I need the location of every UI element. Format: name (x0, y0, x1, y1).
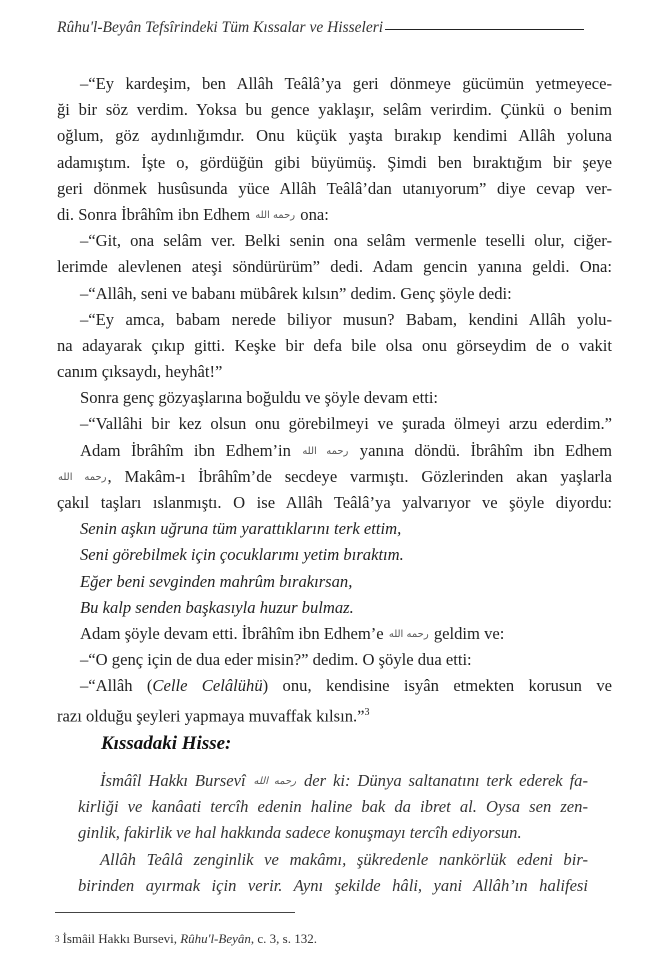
text-line: –“Ey kardeşim, ben Allâh Teâlâ’ya geri dönmeye gücümün yetmeyece- (80, 74, 612, 93)
text-line (78, 768, 588, 794)
text-segment: yanına döndü. İbrâhîm ibn Edhem (359, 440, 612, 460)
honorific-glyph: رحمه الله (253, 776, 297, 787)
verse-line: Bu kalp senden başkasıyla huzur bulmaz. (80, 597, 354, 617)
section-text (78, 768, 588, 899)
text-line: –“Git, ona selâm ver. Belki senin ona selâm vermenle teselli olur, ciğer- (80, 231, 612, 251)
verse-line: Seni görebilmek için çocuklarımı yetim bıraktım. (80, 545, 404, 565)
footnote-work: Rûhu'l-Beyân (180, 931, 251, 946)
running-header (57, 19, 584, 37)
text-line (57, 700, 612, 726)
text-line: Allâh Teâlâ zenginlik ve makâmı, şükredenle nankörlük edeni bir- (100, 849, 588, 869)
verse-line: Senin aşkın uğruna tüm yarattıklarını terk ettim, (80, 519, 402, 539)
text-line: çakıl taşları ıslanmıştı. O ise Allâh Teâlâ’ya yalvarıyor ve şöyle diyordu: (57, 493, 612, 512)
text-line: kirliği ve kanâati tercîh edenin haline bak da ibret al. Oysa sen zen- (78, 797, 588, 817)
text-line (57, 621, 612, 647)
text-line: –“Allâh, seni ve babanı mübârek kılsın” dedim. Genç şöyle dedi: (80, 283, 512, 303)
text-line (57, 464, 612, 490)
text-segment: Adam şöyle devam etti. İbrâhîm ibn Edhem’e (80, 623, 384, 643)
text-segment: , Makâm-ı İbrâhîm’de secdeye varmıştı. Gözlerinden akan yaşlarla (107, 466, 612, 486)
honorific-glyph: رحمه الله (58, 471, 107, 483)
honorific-glyph: رحمه الله (388, 628, 429, 640)
text-line: canım çıksaydı, heyhât!” (57, 362, 223, 382)
footnote-number: 3 (55, 934, 60, 944)
text-segment: ) onu, kendisine isyân etmekten korusun ve (262, 676, 612, 696)
footnote-author: İsmâil Hakkı Bursevi, (62, 931, 181, 946)
text-line (57, 202, 612, 228)
text-segment-italic: Celle Celâlühü (152, 676, 263, 696)
text-line: Sonra genç gözyaşlarına boğuldu ve şöyle devam etti: (80, 388, 439, 408)
running-header-title: Rûhu'l-Beyân Tefsîrindeki Tüm Kıssalar ve Hisseleri (57, 19, 384, 36)
header-rule (385, 29, 584, 30)
text-line (57, 438, 612, 464)
text-segment: ona: (300, 204, 329, 224)
text-line: adamıştım. İşte o, gördüğün gibi büyümüş. Şimdi ben bıraktığım bir şeye (57, 152, 612, 172)
text-line: ği bir söz verdim. Yoksa bu gence yaklaşır, selâm verirdim. Çünkü o benim (57, 100, 612, 120)
text-line (57, 673, 612, 699)
text-line: geri dönmek husûsunda yüce Allâh Teâlâ’dan utanıyorum” diye cevap ver- (57, 178, 612, 198)
text-line: ginlik, fakirlik ve hal hakkında sadece konuşmayı tercîh ediyorsun. (78, 823, 522, 843)
text-line: –“Ey amca, babam nerede biliyor musun? Babam, kendini Allâh yolu- (80, 309, 612, 329)
text-segment: –“Allâh ( (80, 676, 153, 696)
text-segment: der ki: Dünya saltanatını terk ederek fa- (303, 771, 589, 790)
text-line: oğlum, göz aydınlığımdır. Onu küçük yaşta bırakıp kendimi Allâh yoluna (57, 126, 612, 146)
text-line: birinden ayırmak için verir. Aynı şekilde hâli, yani Allâh’ın halifesi (78, 875, 588, 895)
text-line: –“Vallâhi bir kez olsun onu görebilmeyi ve şurada ölmeyi arzu ederdim.” (80, 414, 612, 434)
footnote-location: , c. 3, s. 132. (250, 931, 317, 946)
text-segment: İsmâîl Hakkı Bursevî (100, 771, 246, 790)
text-line: –“O genç için de dua eder misin?” dedim. O şöyle dua etti: (80, 650, 472, 670)
footnote-reference[interactable]: 3 (364, 706, 370, 718)
text-segment: di. Sonra İbrâhîm ibn Edhem (57, 204, 251, 224)
text-line: na adayarak çıkıp gitti. Keşke bir defa bile olsa onu görseydim de o vakit (57, 335, 612, 355)
text-segment: razı olduğu şeyleri yapmaya muvaffak kılsın.” (57, 706, 365, 726)
honorific-glyph: رحمه الله (255, 209, 296, 221)
footnote-rule (55, 912, 295, 913)
text-segment: Adam İbrâhîm ibn Edhem’in (80, 440, 291, 460)
verse-line: Eğer beni sevginden mahrûm bırakırsan, (80, 571, 353, 591)
main-text (57, 71, 612, 726)
footnote (55, 931, 317, 947)
section-heading: Kıssadaki Hisse: (101, 733, 232, 754)
text-segment: geldim ve: (433, 623, 505, 643)
honorific-glyph: رحمه الله (302, 445, 349, 457)
text-line: lerimde alevlenen ateşi söndürürüm” dedi. Adam gencin yanına geldi. Ona: (57, 257, 612, 277)
